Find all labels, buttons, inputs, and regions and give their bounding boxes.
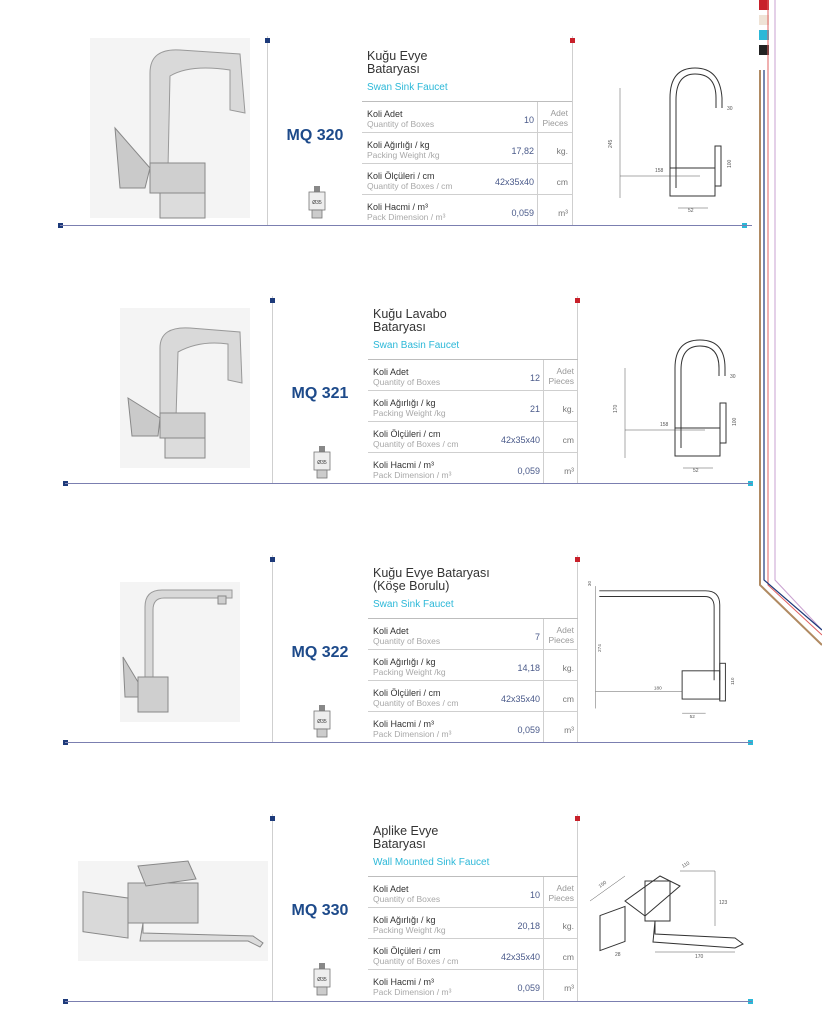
spec-table (368, 876, 578, 1000)
dim-label: 110 (681, 860, 691, 870)
value: 7 (534, 632, 540, 642)
spec-table (368, 359, 578, 483)
unit: m³ (558, 208, 568, 218)
label-en: Quantity of Boxes / cm (373, 956, 459, 966)
label-en: Packing Weight /kg (373, 925, 446, 935)
spec-row-weight (368, 390, 578, 421)
dim-label: 245 (608, 139, 614, 148)
spec-row-volume (368, 711, 578, 742)
unit: kg. (556, 146, 568, 156)
dim-label: 123 (719, 900, 728, 906)
technical-drawing (600, 58, 760, 218)
product-card-mq-330 (60, 806, 760, 1002)
product-card-mq-322 (60, 547, 760, 743)
technical-drawing (605, 318, 765, 478)
dim-label: 158 (655, 168, 664, 174)
red-marker (575, 557, 580, 562)
navy-marker (265, 38, 270, 43)
navy-marker (270, 298, 275, 303)
label-en: Quantity of Boxes (367, 119, 435, 129)
dim-label: 52 (688, 208, 694, 214)
spec-row-volume (368, 452, 578, 483)
product-subtitle: Wall Mounted Sink Faucet (373, 857, 490, 868)
title-line-2: Bataryası (373, 320, 426, 334)
spec-table (362, 101, 572, 225)
value: 42x35x40 (500, 694, 540, 704)
card-divider (65, 483, 752, 484)
label-tr: Koli Adet (373, 626, 409, 636)
column-divider (272, 296, 273, 484)
title-line-2: Bataryası (367, 62, 420, 76)
label-tr: Koli Hacmi / m³ (367, 202, 429, 212)
label-tr: Koli Ağırlığı / kg (373, 657, 436, 667)
unit: m³ (564, 466, 574, 476)
label-tr: Koli Ölçüleri / cm (373, 688, 441, 698)
value: 21 (529, 404, 540, 414)
product-photo (90, 38, 250, 218)
product-title (367, 50, 427, 76)
cartridge-icon (306, 186, 328, 220)
value: 42x35x40 (500, 435, 540, 445)
column-divider (267, 36, 268, 226)
label-tr: Koli Ölçüleri / cm (367, 171, 435, 181)
label-tr: Koli Adet (373, 884, 409, 894)
unit: kg. (562, 404, 574, 414)
product-title (373, 825, 438, 851)
product-title (373, 308, 447, 334)
value: 20,18 (517, 921, 540, 931)
label-tr: Koli Adet (367, 109, 403, 119)
value: 0,059 (517, 983, 540, 993)
unit: m³ (564, 983, 574, 993)
value: 42x35x40 (494, 177, 534, 187)
label-en: Pack Dimension / m³ (367, 212, 446, 222)
label-en: Pack Dimension / m³ (373, 729, 452, 739)
dim-label: 158 (660, 422, 669, 428)
label-tr: Koli Ağırlığı / kg (367, 140, 430, 150)
spec-row-volume (362, 194, 572, 225)
label-en: Packing Weight /kg (367, 150, 440, 160)
red-marker (575, 298, 580, 303)
product-card-mq-321 (60, 288, 760, 484)
label-tr: Koli Ağırlığı / kg (373, 398, 436, 408)
unit: Adet Pieces (548, 883, 574, 903)
dim-label: 150 (597, 879, 608, 890)
dim-label: 30 (586, 580, 592, 587)
unit: cm (556, 177, 568, 187)
dim-label: 110 (729, 677, 735, 685)
title-line-2: Bataryası (373, 837, 426, 851)
unit: kg. (562, 921, 574, 931)
spec-row-dimensions (368, 680, 578, 711)
navy-marker (270, 816, 275, 821)
label-en: Packing Weight /kg (373, 667, 446, 677)
column-divider (272, 814, 273, 1002)
card-divider (65, 742, 752, 743)
title-line-1: Kuğu Evye Bataryası (373, 566, 490, 580)
dim-label: 52 (693, 468, 699, 474)
product-title (373, 567, 490, 593)
label-en: Pack Dimension / m³ (373, 987, 452, 997)
spec-row-weight (368, 907, 578, 938)
cartridge-icon (311, 963, 333, 997)
spec-row-quantity (368, 876, 578, 907)
label-en: Quantity of Boxes / cm (373, 698, 459, 708)
spec-row-quantity (368, 618, 578, 649)
value: 17,82 (511, 146, 534, 156)
title-line-1: Kuğu Lavabo (373, 307, 447, 321)
product-subtitle: Swan Sink Faucet (367, 82, 448, 93)
label-tr: Koli Hacmi / m³ (373, 719, 435, 729)
label-tr: Koli Ağırlığı / kg (373, 915, 436, 925)
label-tr: Koli Adet (373, 367, 409, 377)
red-marker (570, 38, 575, 43)
product-photo (120, 582, 240, 722)
cartridge-label: Ø35 (317, 460, 327, 466)
product-subtitle: Swan Basin Faucet (373, 340, 460, 351)
dim-label: 30 (727, 106, 733, 112)
cartridge-icon (311, 446, 333, 480)
label-en: Quantity of Boxes (373, 377, 441, 387)
product-subtitle: Swan Sink Faucet (373, 599, 454, 610)
unit: Adet Pieces (542, 108, 568, 128)
cartridge-label: Ø35 (312, 200, 322, 206)
label-en: Quantity of Boxes (373, 894, 441, 904)
unit: cm (562, 694, 574, 704)
label-tr: Koli Hacmi / m³ (373, 977, 435, 987)
label-en: Quantity of Boxes (373, 636, 441, 646)
red-marker (575, 816, 580, 821)
cartridge-label: Ø35 (317, 977, 327, 983)
dim-label: 28 (615, 952, 621, 958)
title-line-2: (Köşe Borulu) (373, 579, 450, 593)
value: 14,18 (517, 663, 540, 673)
unit: cm (562, 435, 574, 445)
value: 0,059 (517, 725, 540, 735)
dim-label: 274 (597, 644, 603, 652)
value: 42x35x40 (500, 952, 540, 962)
cartridge-label: Ø35 (317, 719, 327, 725)
spec-table (368, 618, 578, 742)
unit: Adet Pieces (548, 625, 574, 645)
value: 10 (529, 890, 540, 900)
spec-row-dimensions (368, 421, 578, 452)
card-divider (60, 225, 752, 226)
spec-row-quantity (368, 359, 578, 390)
spec-row-weight (368, 649, 578, 680)
value: 0,059 (511, 208, 534, 218)
model-number: MQ 322 (291, 644, 349, 661)
spec-row-dimensions (368, 938, 578, 969)
label-tr: Koli Ölçüleri / cm (373, 429, 441, 439)
value: 10 (523, 115, 534, 125)
label-en: Quantity of Boxes / cm (367, 181, 453, 191)
spec-row-quantity (362, 101, 572, 132)
label-en: Pack Dimension / m³ (373, 470, 452, 480)
spec-row-weight (362, 132, 572, 163)
unit: kg. (562, 663, 574, 673)
unit: Adet Pieces (548, 366, 574, 386)
dim-label: 100 (727, 159, 733, 168)
value: 12 (529, 373, 540, 383)
technical-drawing (585, 856, 755, 966)
value: 0,059 (517, 466, 540, 476)
unit: m³ (564, 725, 574, 735)
dim-label: 180 (653, 685, 662, 691)
model-number: MQ 321 (291, 385, 349, 402)
unit: cm (562, 952, 574, 962)
label-en: Packing Weight /kg (373, 408, 446, 418)
product-photo (78, 861, 268, 961)
navy-marker (270, 557, 275, 562)
dim-label: 52 (689, 713, 695, 719)
dim-label: 170 (613, 404, 619, 413)
label-tr: Koli Ölçüleri / cm (373, 946, 441, 956)
title-line-1: Kuğu Evye (367, 49, 428, 63)
dim-label: 170 (695, 954, 704, 960)
dim-label: 100 (732, 417, 738, 426)
technical-drawing (588, 572, 748, 732)
label-tr: Koli Hacmi / m³ (373, 460, 435, 470)
column-divider (272, 555, 273, 743)
product-photo (120, 308, 250, 468)
title-line-1: Aplike Evye (373, 824, 439, 838)
model-number: MQ 320 (286, 127, 344, 144)
cartridge-icon (311, 705, 333, 739)
spec-row-dimensions (362, 163, 572, 194)
spec-row-volume (368, 969, 578, 1000)
product-card-mq-320 (60, 28, 760, 226)
label-en: Quantity of Boxes / cm (373, 439, 459, 449)
column-divider (572, 36, 573, 226)
model-number: MQ 330 (291, 902, 349, 919)
dim-label: 30 (730, 374, 736, 380)
card-divider (65, 1001, 752, 1002)
